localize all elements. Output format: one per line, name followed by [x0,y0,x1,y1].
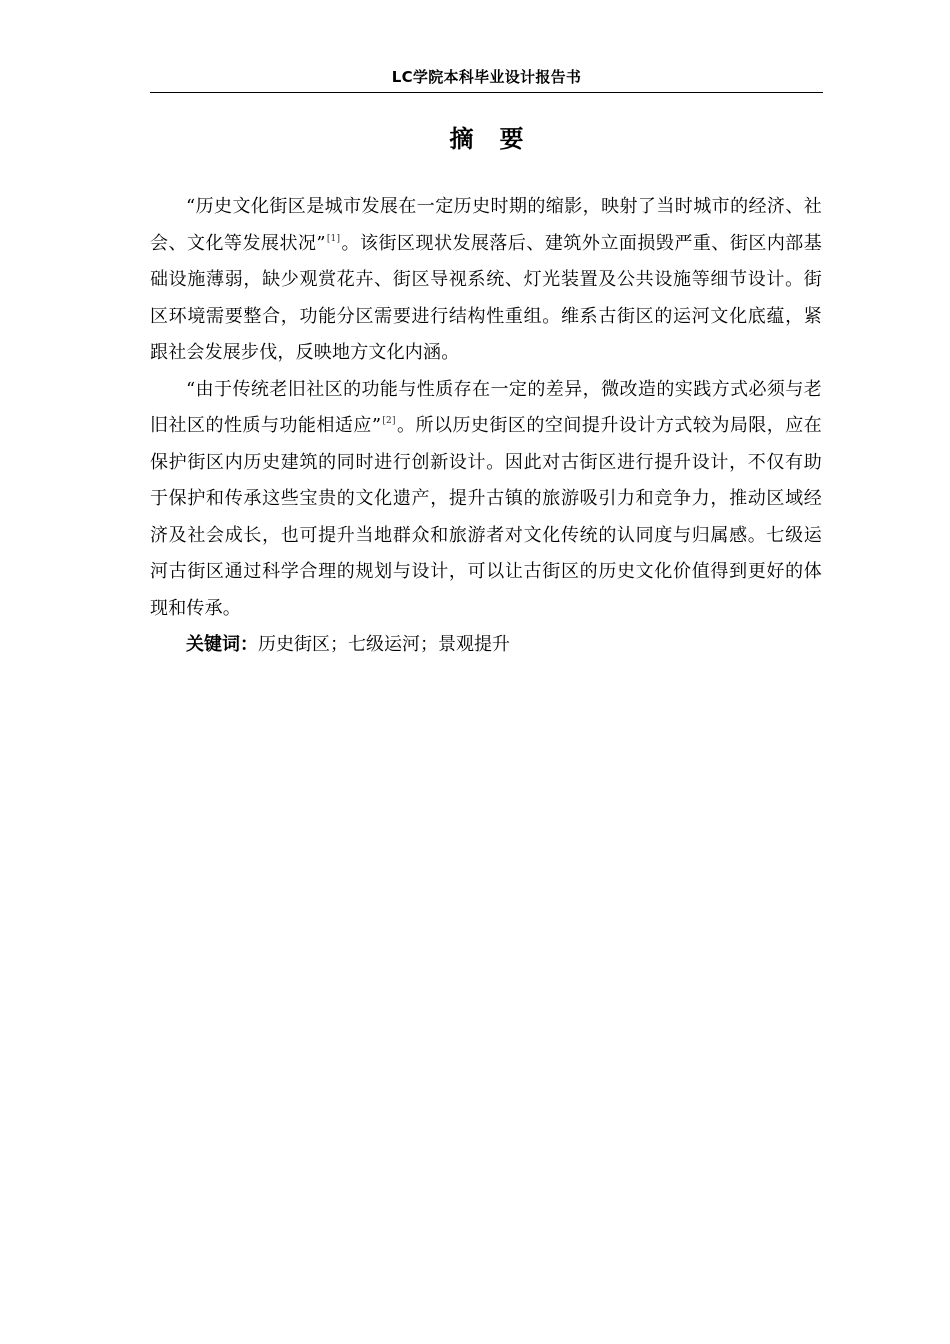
header-title: LC学院本科毕业设计报告书 [391,68,582,86]
abstract-title-char-1: 摘 [449,125,474,153]
keywords-line [150,627,822,664]
abstract-paragraph-2 [150,372,822,628]
abstract-title-char-2: 要 [499,125,524,153]
page-header [150,66,823,93]
abstract-title [150,122,823,156]
abstract-body [150,189,822,664]
paragraph-2-text-b: 。所以历史街区的空间提升设计方式较为局限，应在保护街区内历史建筑的同时进行创新设计。因此对古街区进行提升设计，不仅有助于保护和传承这些宝贵的文化遗产，提升古镇的旅游吸引力和竞争力，推动区域经济及社会成长，也可提升当地群众和旅游者对文化传统的认同度与归属感。七级运河古街区通过科学合理的规划与设计，可以让古街区的历史文化价值得到更好的体现和传承。 [150,415,822,619]
citation-2: [2] [382,416,396,426]
abstract-paragraph-1 [150,189,822,372]
paragraph-1-text-b: 。该街区现状发展落后、建筑外立面损毁严重、街区内部基础设施薄弱，缺少观赏花卉、街区导视系统、灯光装置及公共设施等细节设计。街区环境需要整合，功能分区需要进行结构性重组。维系古街区的运河文化底蕴，紧跟社会发展步伐，反映地方文化内涵。 [150,232,823,363]
citation-1: [1] [326,233,341,244]
paragraph-2-text-a: “由于传统老旧社区的功能与性质存在一定的差异，微改造的实践方式必须与老旧社区的性质与功能相适应” [150,378,822,436]
keywords-label: 关键词： [186,634,258,655]
paragraph-1-text-a: “历史文化街区是城市发展在一定历史时期的缩影，映射了当时城市的经济、社会、文化等发展状况” [150,196,822,254]
keywords-value: 历史街区；七级运河；景观提升 [258,634,510,655]
